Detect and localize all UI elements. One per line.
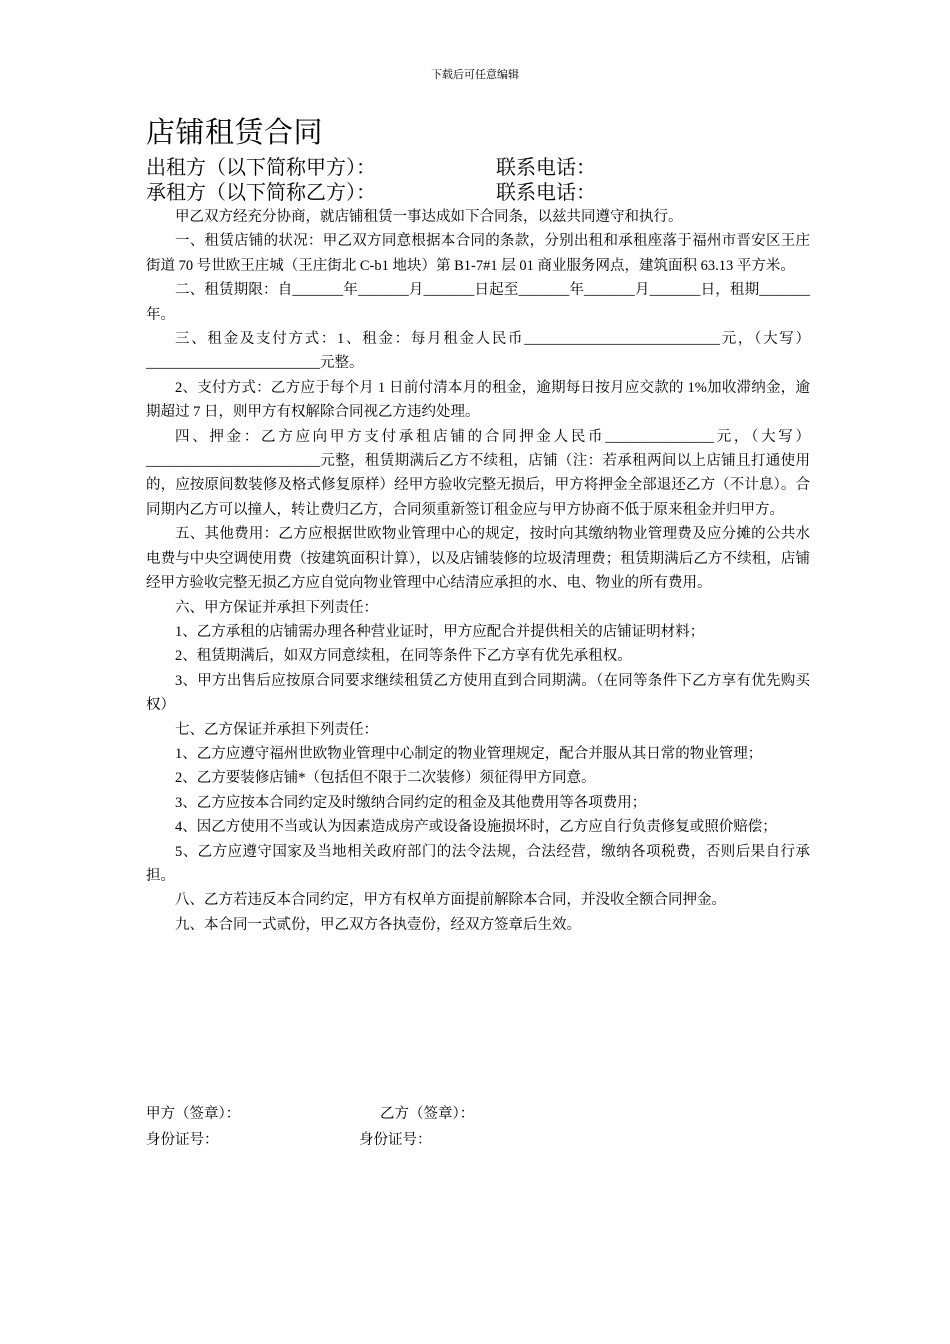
party-a-id-label: 身份证号： (146, 1132, 219, 1148)
lessee-row (146, 179, 826, 205)
lessee-label: 承租方（以下简称乙方）： (146, 180, 376, 204)
clause-7-item-3: 3、乙方应按本合同约定及时缴纳合同约定的租金及其他费用等各项费用； (175, 794, 647, 811)
intro-paragraph: 甲乙双方经充分协商，就店铺租赁一事达成如下合同条，以兹共同遵守和执行。 (175, 209, 683, 225)
clause-7-item-1: 1、乙方应遵守福州世欧物业管理中心制定的物业管理规定，配合并服从其日常的物业管理； (175, 745, 763, 762)
party-b-seal-label: 乙方（签章）： (380, 1106, 475, 1122)
clause-7-item-4: 4、因乙方使用不当或认为因素造成房产或设备设施损坏时，乙方应自行负责修复或照价赔偿； (175, 819, 777, 836)
clause-2-term: 二、租赁期限：自_______年_______月_______日起至_______年_______月_______日，租期_______年。 (146, 282, 810, 323)
id-row (146, 1127, 826, 1153)
header-note: 下载后可任意编辑 (431, 68, 519, 81)
clause-6-item-1: 1、乙方承租的店铺需办理各种营业证时，甲方应配合并提供相关的店铺证明材料； (175, 623, 705, 640)
party-b-id-label: 身份证号： (359, 1132, 432, 1148)
clause-3-rent: 三、租金及支付方式：1、租金：每月租金人民币___________________________元，（大写）________________________元整。 (146, 331, 810, 372)
signature-block (146, 1101, 826, 1153)
clause-9-copies: 九、本合同一式贰份，甲乙双方各执壹份，经双方签章后生效。 (175, 916, 581, 933)
clause-7-item-5: 5、乙方应遵守国家及当地相关政府部门的法令法规，合法经营，缴纳各项税费，否则后果自行承担。 (146, 843, 810, 884)
contract-body (146, 205, 810, 937)
contract-title: 店铺租赁合同 (146, 115, 324, 149)
clause-6-item-2: 2、租赁期满后，如双方同意续租，在同等条件下乙方享有优先承租权。 (175, 648, 632, 665)
clause-6-item-3: 3、甲方出售后应按原合同要求继续租赁乙方使用直到合同期满。（在同等条件下乙方享有优先购买权） (146, 672, 810, 714)
lessor-row (146, 154, 826, 180)
seal-row (146, 1101, 826, 1127)
clause-6-heading: 六、甲方保证并承担下列责任： (175, 599, 378, 616)
clause-4-deposit: 四、押金：乙方应向甲方支付承租店铺的合同押金人民币_______________元，（大写）________________________元整，租赁期满后乙方不续租，店铺（注：若承租两间以上店铺且打通使用的，应按原间数装修及格式修复原样）经甲方验收完整无损后，甲方将押金全部退还乙方（不计息）。合同期内乙方可以撞人，转让费归乙方，合同须重新签订租金应与甲方协商不低于原来租金并归甲方。 (146, 428, 810, 518)
clause-7-heading: 七、乙方保证并承担下列责任： (175, 721, 378, 738)
clause-3-payment: 2、支付方式：乙方应于每个月 1 日前付清本月的租金，逾期每日按月应交款的 1%加收滞纳金，逾期超过 7 日，则甲方有权解除合同视乙方违约处理。 (146, 379, 810, 421)
lessor-label: 出租方（以下简称甲方）： (146, 155, 376, 179)
clause-7-item-2: 2、乙方要装修店铺*（包括但不限于二次装修）须征得甲方同意。 (175, 770, 596, 787)
clause-5-fees: 五、其他费用：乙方应根据世欧物业管理中心的规定，按时向其缴纳物业管理费及应分摊的公共水电费与中央空调使用费（按建筑面积计算），以及店铺装修的垃圾清理费；租赁期满后乙方不续租，店铺经甲方验收完整无损乙方应自觉向物业管理中心结清应承担的水、电、物业的所有费用。 (146, 526, 810, 592)
lessee-phone-label: 联系电话： (496, 180, 596, 204)
clause-1-premises: 一、租赁店铺的状况：甲乙双方同意根据本合同的条款，分别出租和承租座落于福州市晋安区王庄街道 70 号世欧王庄城（王庄街北 C-b1 地块）第 B1-7#1 层 01 商业服务网点，建筑面积 63.13 平方米。 (146, 233, 810, 274)
party-a-seal-label: 甲方（签章）： (146, 1106, 241, 1122)
lessor-phone-label: 联系电话： (496, 155, 596, 179)
clause-8-termination: 八、乙方若违反本合同约定，甲方有权单方面提前解除本合同，并没收全额合同押金。 (175, 892, 726, 909)
